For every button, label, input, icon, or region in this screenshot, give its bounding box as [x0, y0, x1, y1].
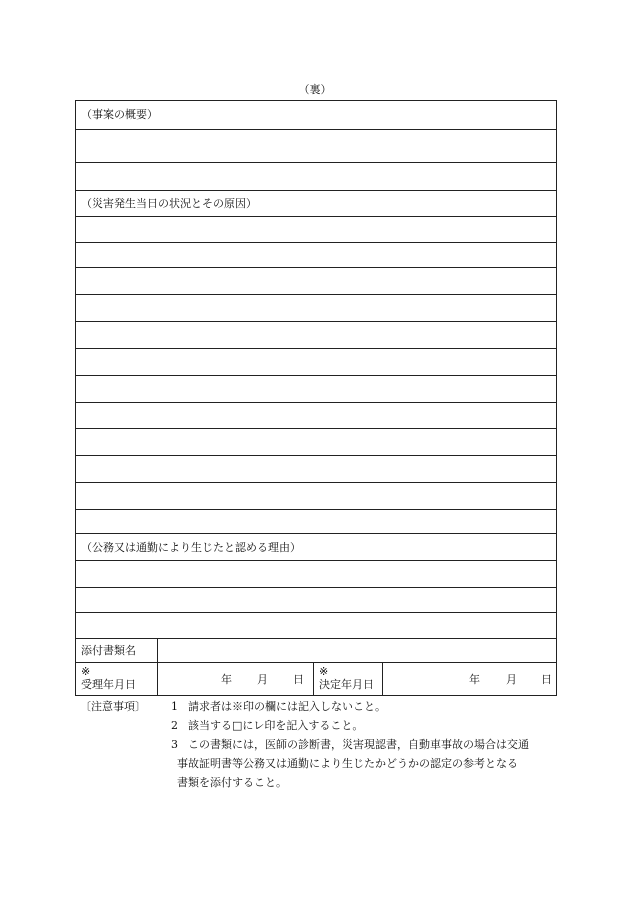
reason-heading-row[interactable]: [76, 534, 556, 561]
note-number: 3: [171, 738, 178, 751]
notes-title: 〔注意事項〕: [80, 700, 146, 713]
receipt-date-label: 受理年月日: [81, 678, 136, 691]
situation-line[interactable]: [76, 429, 556, 456]
note-number: 1: [171, 700, 178, 713]
situation-line[interactable]: [76, 483, 556, 510]
situation-line[interactable]: [76, 403, 556, 429]
attachments-row: [76, 639, 556, 663]
decision-date-label-cell: [314, 663, 383, 695]
receipt-date-label-cell: [76, 663, 158, 695]
reason-line[interactable]: [76, 613, 556, 639]
situation-line[interactable]: [76, 295, 556, 322]
decision-date-label: 決定年月日: [319, 678, 374, 691]
receipt-day-unit: 日: [293, 673, 304, 686]
note-number: 2: [171, 719, 178, 732]
receipt-year-unit: 年: [221, 673, 232, 686]
summary-heading-row[interactable]: [76, 101, 556, 130]
receipt-month-unit: 月: [257, 673, 268, 686]
summary-heading: （事案の概要）: [81, 108, 158, 121]
situation-line[interactable]: [76, 456, 556, 483]
situation-heading-row[interactable]: [76, 191, 556, 217]
summary-line[interactable]: [76, 130, 556, 163]
dates-row: [76, 663, 556, 695]
situation-line[interactable]: [76, 268, 556, 295]
note-text-continued: 事故証明書等公務又は通勤により生じたかどうかの認定の参考となる: [177, 757, 518, 770]
attachments-label: 添付書類名: [76, 639, 158, 662]
summary-line[interactable]: [76, 163, 556, 191]
decision-mark: ※: [319, 665, 329, 678]
situation-line[interactable]: [76, 510, 556, 534]
reason-line[interactable]: [76, 588, 556, 613]
situation-line[interactable]: [76, 376, 556, 403]
decision-year-unit: 年: [469, 673, 480, 686]
accident-report-form: [75, 100, 557, 696]
situation-heading: （災害発生当日の状況とその原因）: [81, 197, 257, 210]
decision-date-field[interactable]: [383, 663, 556, 695]
situation-line[interactable]: [76, 349, 556, 376]
decision-day-unit: 日: [541, 673, 552, 686]
receipt-mark: ※: [81, 665, 91, 678]
reason-heading: （公務又は通勤により生じたと認める理由）: [81, 541, 301, 554]
receipt-date-field[interactable]: [158, 663, 314, 695]
page-title: （裏）: [298, 83, 332, 96]
note-text: 請求者は※印の欄には記入しないこと。: [188, 700, 386, 713]
note-text-continued: 書類を添付すること。: [177, 776, 287, 789]
note-text: この書類には，医師の診断書，災害現認書，自動車事故の場合は交通: [188, 738, 529, 751]
situation-line[interactable]: [76, 322, 556, 349]
situation-line[interactable]: [76, 243, 556, 268]
note-text: 該当する□にレ印を記入すること。: [188, 719, 364, 732]
attachments-field[interactable]: [158, 639, 556, 662]
reason-line[interactable]: [76, 561, 556, 588]
decision-month-unit: 月: [506, 673, 517, 686]
situation-line[interactable]: [76, 217, 556, 243]
